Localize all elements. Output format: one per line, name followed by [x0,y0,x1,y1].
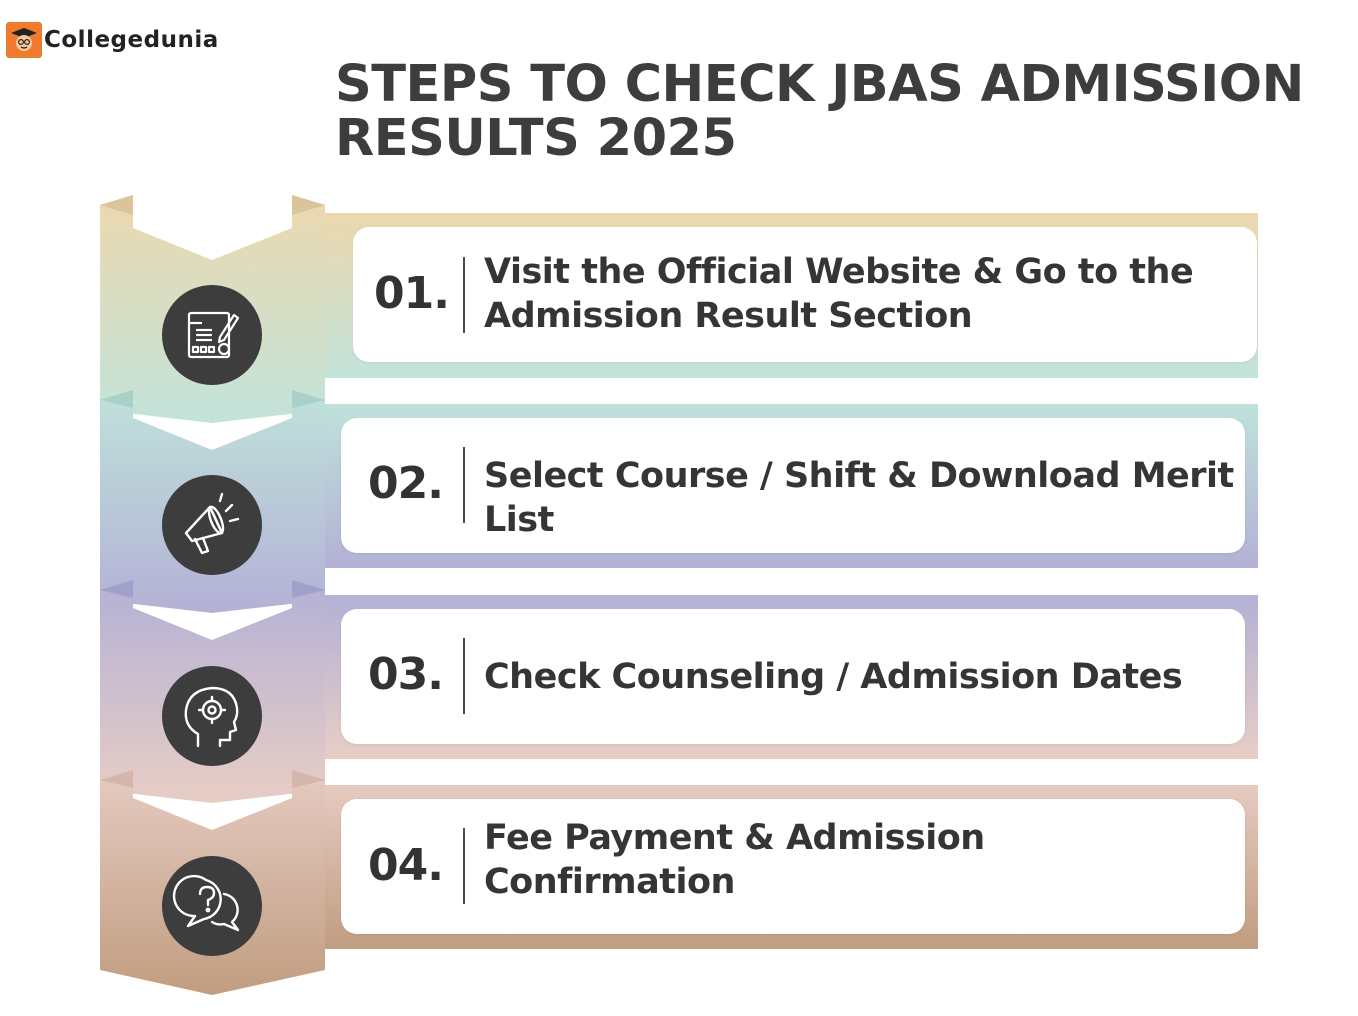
step-text-1: Visit the Official Website & Go to the Admission Result Section [484,252,1194,336]
step-text-3: Check Counseling / Admission Dates [484,657,1183,697]
question-chat-icon [162,856,262,956]
step-divider-2 [463,447,465,523]
step-text-2: Select Course / Shift & Download Merit List [484,456,1234,540]
step-divider-3 [463,638,465,714]
title-line-1: STEPS TO CHECK JBAS ADMISSION [335,55,1304,114]
megaphone-icon [162,475,262,575]
brand-name: Collegedunia [44,27,219,53]
step-number-3: 03. [368,649,443,700]
step-number-2: 02. [368,458,443,509]
step-number-4: 04. [368,840,443,891]
step-number-1: 01. [374,268,449,319]
website-blueprint-icon [162,285,262,385]
brain-gear-head-icon [162,666,262,766]
title-line-2: RESULTS 2025 [335,109,737,168]
step-text-4: Fee Payment & Admission Confirmation [484,818,985,902]
step-divider-1 [463,257,465,333]
step-divider-4 [463,828,465,904]
